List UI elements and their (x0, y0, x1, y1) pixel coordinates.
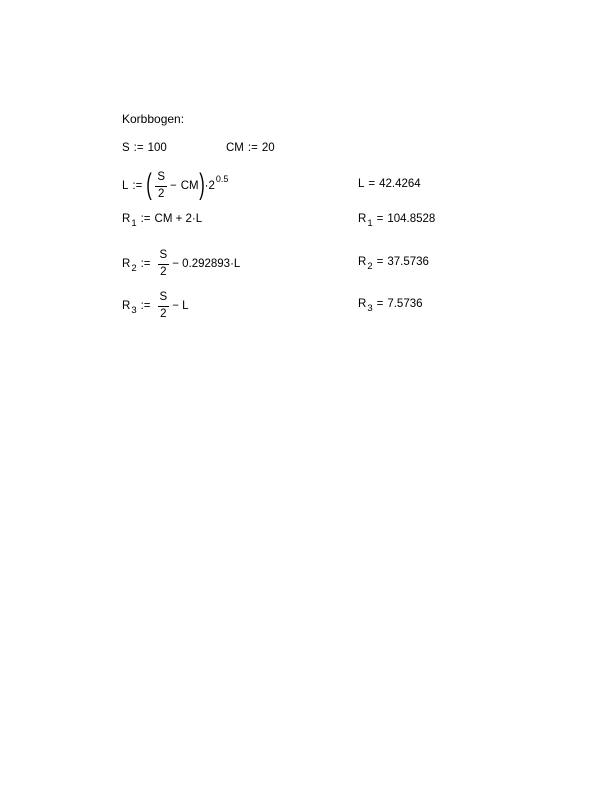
fraction-numerator: S (155, 171, 167, 186)
result-value: 7.5736 (387, 298, 423, 310)
assign-op: := (247, 142, 258, 154)
assign-op: := (140, 300, 151, 312)
var-r: R (122, 300, 131, 312)
fraction-denominator: 2 (160, 307, 167, 320)
var-r: R (122, 213, 131, 225)
var-cm: CM (180, 180, 199, 192)
right-paren: ) (198, 168, 205, 201)
assign-op: := (133, 142, 144, 154)
result-r1 (358, 213, 436, 229)
dot-op: · (204, 180, 209, 192)
subscript: 3 (131, 304, 137, 316)
equals-op: = (376, 213, 384, 225)
equation-r2[interactable] (122, 246, 240, 282)
worksheet-heading: Korbbogen: (122, 112, 185, 126)
definition-cm[interactable] (226, 142, 275, 154)
assign-op: := (140, 213, 151, 225)
expression: CM + 2·L (154, 213, 203, 225)
power-base: 2 (208, 180, 215, 192)
equation-r3[interactable] (122, 288, 189, 324)
result-r3 (358, 298, 423, 314)
value-s: 100 (147, 142, 167, 154)
subscript: 3 (367, 302, 373, 314)
assign-op: := (140, 258, 151, 270)
result-value: 104.8528 (387, 213, 436, 225)
var-cm: CM (226, 142, 244, 154)
subscript: 2 (131, 262, 137, 274)
fraction-denominator: 2 (157, 187, 165, 200)
subscript: 2 (367, 260, 373, 272)
equals-op: = (376, 256, 384, 268)
fraction-denominator: 2 (160, 265, 167, 278)
var-r: R (122, 258, 131, 270)
fraction (158, 291, 170, 320)
equation-l[interactable] (122, 168, 228, 204)
subscript: 1 (131, 217, 137, 229)
var-s: S (122, 142, 130, 154)
power-exponent: 0.5 (215, 174, 229, 184)
result-value: 42.4264 (379, 178, 421, 190)
expression-rest: − L (172, 300, 189, 312)
var-l: L (122, 180, 129, 192)
assign-op: := (132, 180, 143, 192)
result-value: 37.5736 (387, 256, 429, 268)
subscript: 1 (367, 217, 373, 229)
fraction (158, 249, 170, 278)
value-cm: 20 (261, 142, 275, 154)
left-paren: ( (146, 168, 153, 201)
equals-op: = (376, 298, 384, 310)
result-r2 (358, 256, 429, 272)
fraction-numerator: S (158, 291, 170, 306)
equation-r1[interactable] (122, 213, 203, 229)
result-l (358, 178, 421, 190)
fraction (155, 171, 167, 200)
result-var: L (358, 178, 365, 190)
definition-s[interactable] (122, 142, 167, 154)
expression-rest: − 0.292893·L (172, 258, 241, 270)
minus-op: − (170, 180, 177, 192)
result-var: R (358, 213, 367, 225)
result-var: R (358, 256, 367, 268)
equals-op: = (368, 178, 376, 190)
result-var: R (358, 298, 367, 310)
fraction-numerator: S (158, 249, 170, 264)
